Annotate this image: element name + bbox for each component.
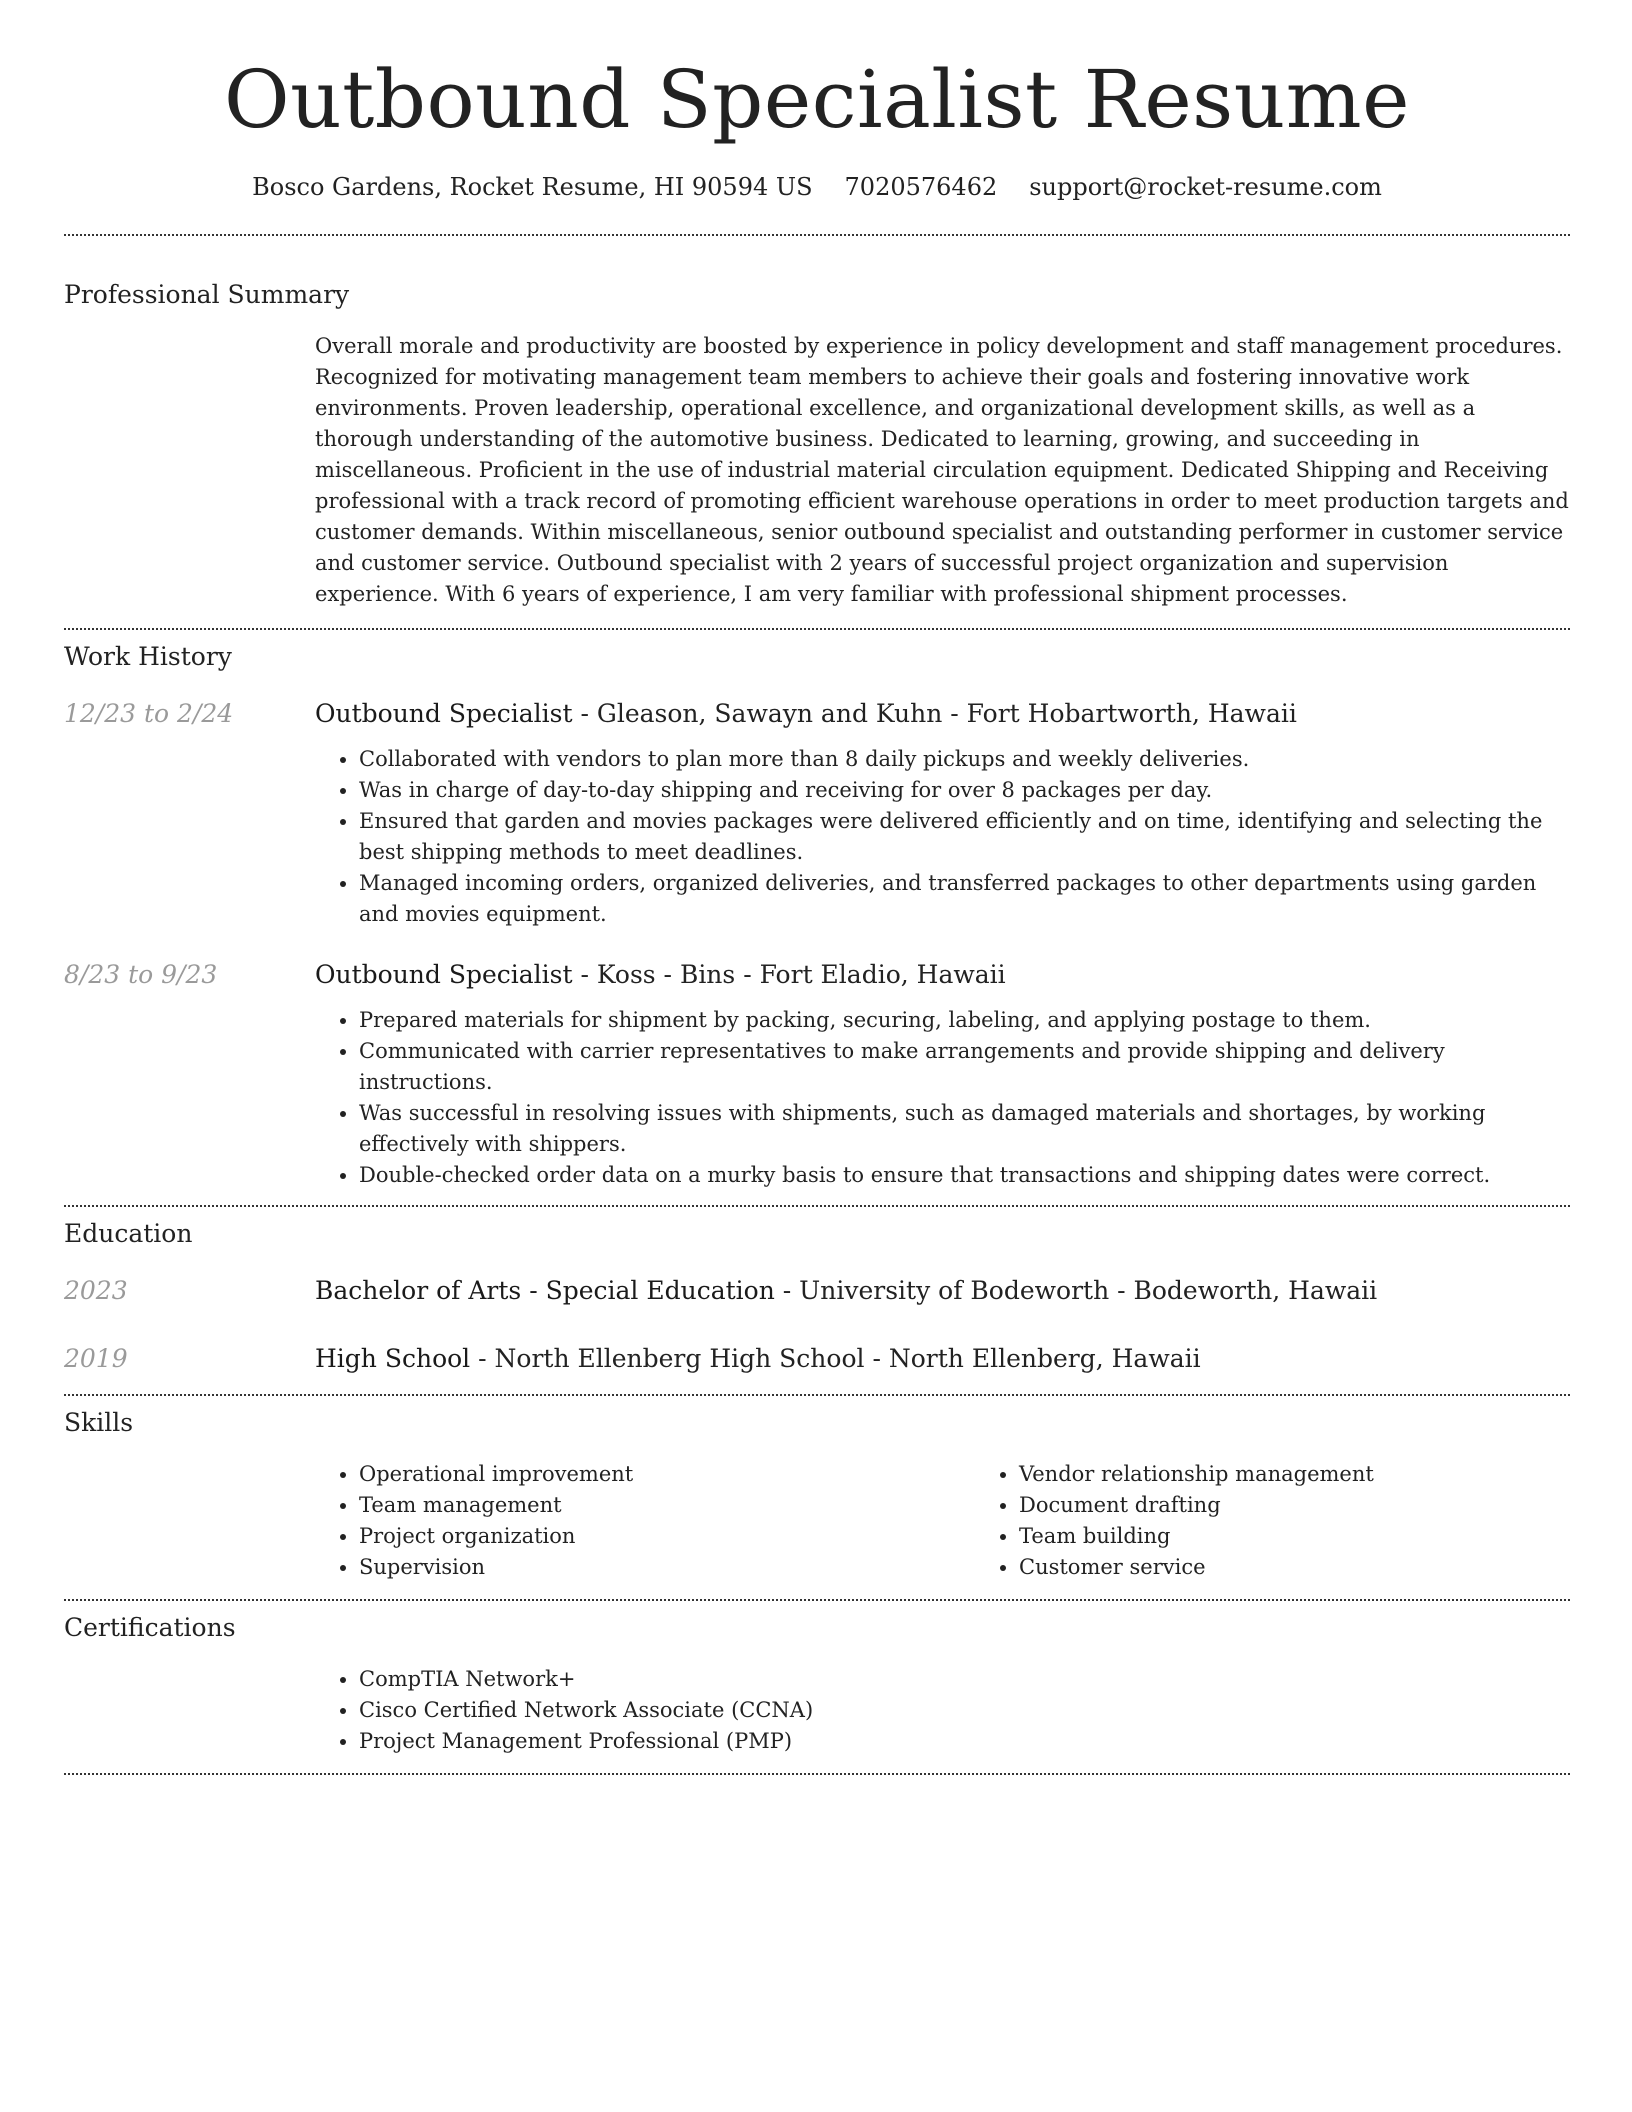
certifications-list bbox=[315, 1664, 1570, 1757]
list-item: • Project organization bbox=[359, 1521, 975, 1552]
contact-email: support@rocket-resume.com bbox=[1029, 173, 1382, 201]
list-item: • Supervision bbox=[359, 1552, 975, 1583]
certifications-heading: Certifications bbox=[64, 1613, 236, 1642]
list-item: • Double-checked order data on a murky basis to ensure that transactions and shipping dates were correct. bbox=[359, 1160, 1570, 1191]
list-item: • Prepared materials for shipment by packing, securing, labeling, and applying postage to them. bbox=[359, 1005, 1570, 1036]
work-history-heading: Work History bbox=[64, 642, 232, 671]
job-details: - Gleason, Sawayn and Kuhn - Fort Hobartworth, Hawaii bbox=[572, 699, 1297, 728]
job-dates: 8/23 to 9/23 bbox=[64, 960, 218, 989]
job-dates: 12/23 to 2/24 bbox=[64, 699, 234, 728]
skills-section bbox=[64, 1396, 1570, 1583]
education-heading: Education bbox=[64, 1219, 193, 1248]
education-entry bbox=[64, 1342, 1570, 1376]
contact-info bbox=[64, 170, 1570, 204]
list-item: • CompTIA Network+ bbox=[359, 1664, 1570, 1695]
list-item: • Collaborated with vendors to plan more than 8 daily pickups and weekly deliveries. bbox=[359, 744, 1570, 775]
education-section bbox=[64, 1207, 1570, 1376]
list-item: • Operational improvement bbox=[359, 1459, 975, 1490]
summary-text: Overall morale and productivity are boosted by experience in policy development and staff management procedures. Recognized for motivating management team members to achieve their goals and fostering innovative work environments. Proven leadership, operational excellence, and organizational development skills, as well as a thorough understanding of the automotive business. Dedicated to learning, growing, and succeeding in miscellaneous. Proficient in the use of industrial material circulation equipment. Dedicated Shipping and Receiving professional with a track record of promoting efficient warehouse operations in order to meet production targets and customer demands. Within miscellaneous, senior outbound specialist and outstanding performer in customer service and customer service. Outbound specialist with 2 years of successful project organization and supervision experience. With 6 years of experience, I am very familiar with professional shipment processes. bbox=[315, 334, 1569, 606]
job-role: Outbound Specialist bbox=[315, 960, 573, 989]
list-item: • Communicated with carrier representatives to make arrangements and provide shipping and delivery instructions. bbox=[359, 1036, 1570, 1098]
resume-page bbox=[64, 0, 1570, 1775]
job-title bbox=[315, 697, 1570, 731]
divider bbox=[64, 1773, 1570, 1775]
job-duties bbox=[315, 1005, 1570, 1191]
education-degree: High School bbox=[315, 1344, 471, 1373]
summary-heading: Professional Summary bbox=[64, 280, 350, 309]
job-entry bbox=[64, 958, 1570, 1191]
education-year: 2019 bbox=[64, 1344, 128, 1373]
list-item: • Team management bbox=[359, 1490, 975, 1521]
list-item: • Was in charge of day-to-day shipping and receiving for over 8 packages per day. bbox=[359, 775, 1570, 806]
skills-heading: Skills bbox=[64, 1408, 134, 1437]
job-entry bbox=[64, 697, 1570, 930]
job-details: - Koss - Bins - Fort Eladio, Hawaii bbox=[572, 960, 1006, 989]
certifications-section bbox=[64, 1601, 1570, 1757]
list-item: • Cisco Certified Network Associate (CCNA) bbox=[359, 1695, 1570, 1726]
contact-phone: 7020576462 bbox=[844, 173, 998, 201]
list-item: • Project Management Professional (PMP) bbox=[359, 1726, 1570, 1757]
list-item: • Team building bbox=[1019, 1521, 1632, 1552]
list-item: • Document drafting bbox=[1019, 1490, 1632, 1521]
education-entry bbox=[64, 1274, 1570, 1308]
skills-list-left bbox=[315, 1459, 975, 1583]
skills-list-right bbox=[975, 1459, 1632, 1583]
list-item: • Customer service bbox=[1019, 1552, 1632, 1583]
resume-title: Outbound Specialist Resume bbox=[224, 53, 1410, 146]
list-item: • Managed incoming orders, organized deliveries, and transferred packages to other departments using garden and movies equipment. bbox=[359, 868, 1570, 930]
list-item: • Was successful in resolving issues with shipments, such as damaged materials and shortages, by working effectively with shippers. bbox=[359, 1098, 1570, 1160]
contact-address: Bosco Gardens, Rocket Resume, HI 90594 US bbox=[252, 173, 813, 201]
education-details: - North Ellenberg High School - North Ellenberg, Hawaii bbox=[470, 1344, 1201, 1373]
education-details: - University of Bodeworth - Bodeworth, Hawaii bbox=[774, 1276, 1378, 1305]
job-role: Outbound Specialist bbox=[315, 699, 573, 728]
list-item: • Ensured that garden and movies packages were delivered efficiently and on time, identifying and selecting the best shipping methods to meet deadlines. bbox=[359, 806, 1570, 868]
job-duties bbox=[315, 744, 1570, 930]
summary-section bbox=[64, 236, 1570, 610]
list-item: • Vendor relationship management bbox=[1019, 1459, 1632, 1490]
education-year: 2023 bbox=[64, 1276, 128, 1305]
job-title bbox=[315, 958, 1570, 992]
work-history-section bbox=[64, 630, 1570, 1191]
education-degree: Bachelor of Arts - Special Education bbox=[315, 1276, 775, 1305]
